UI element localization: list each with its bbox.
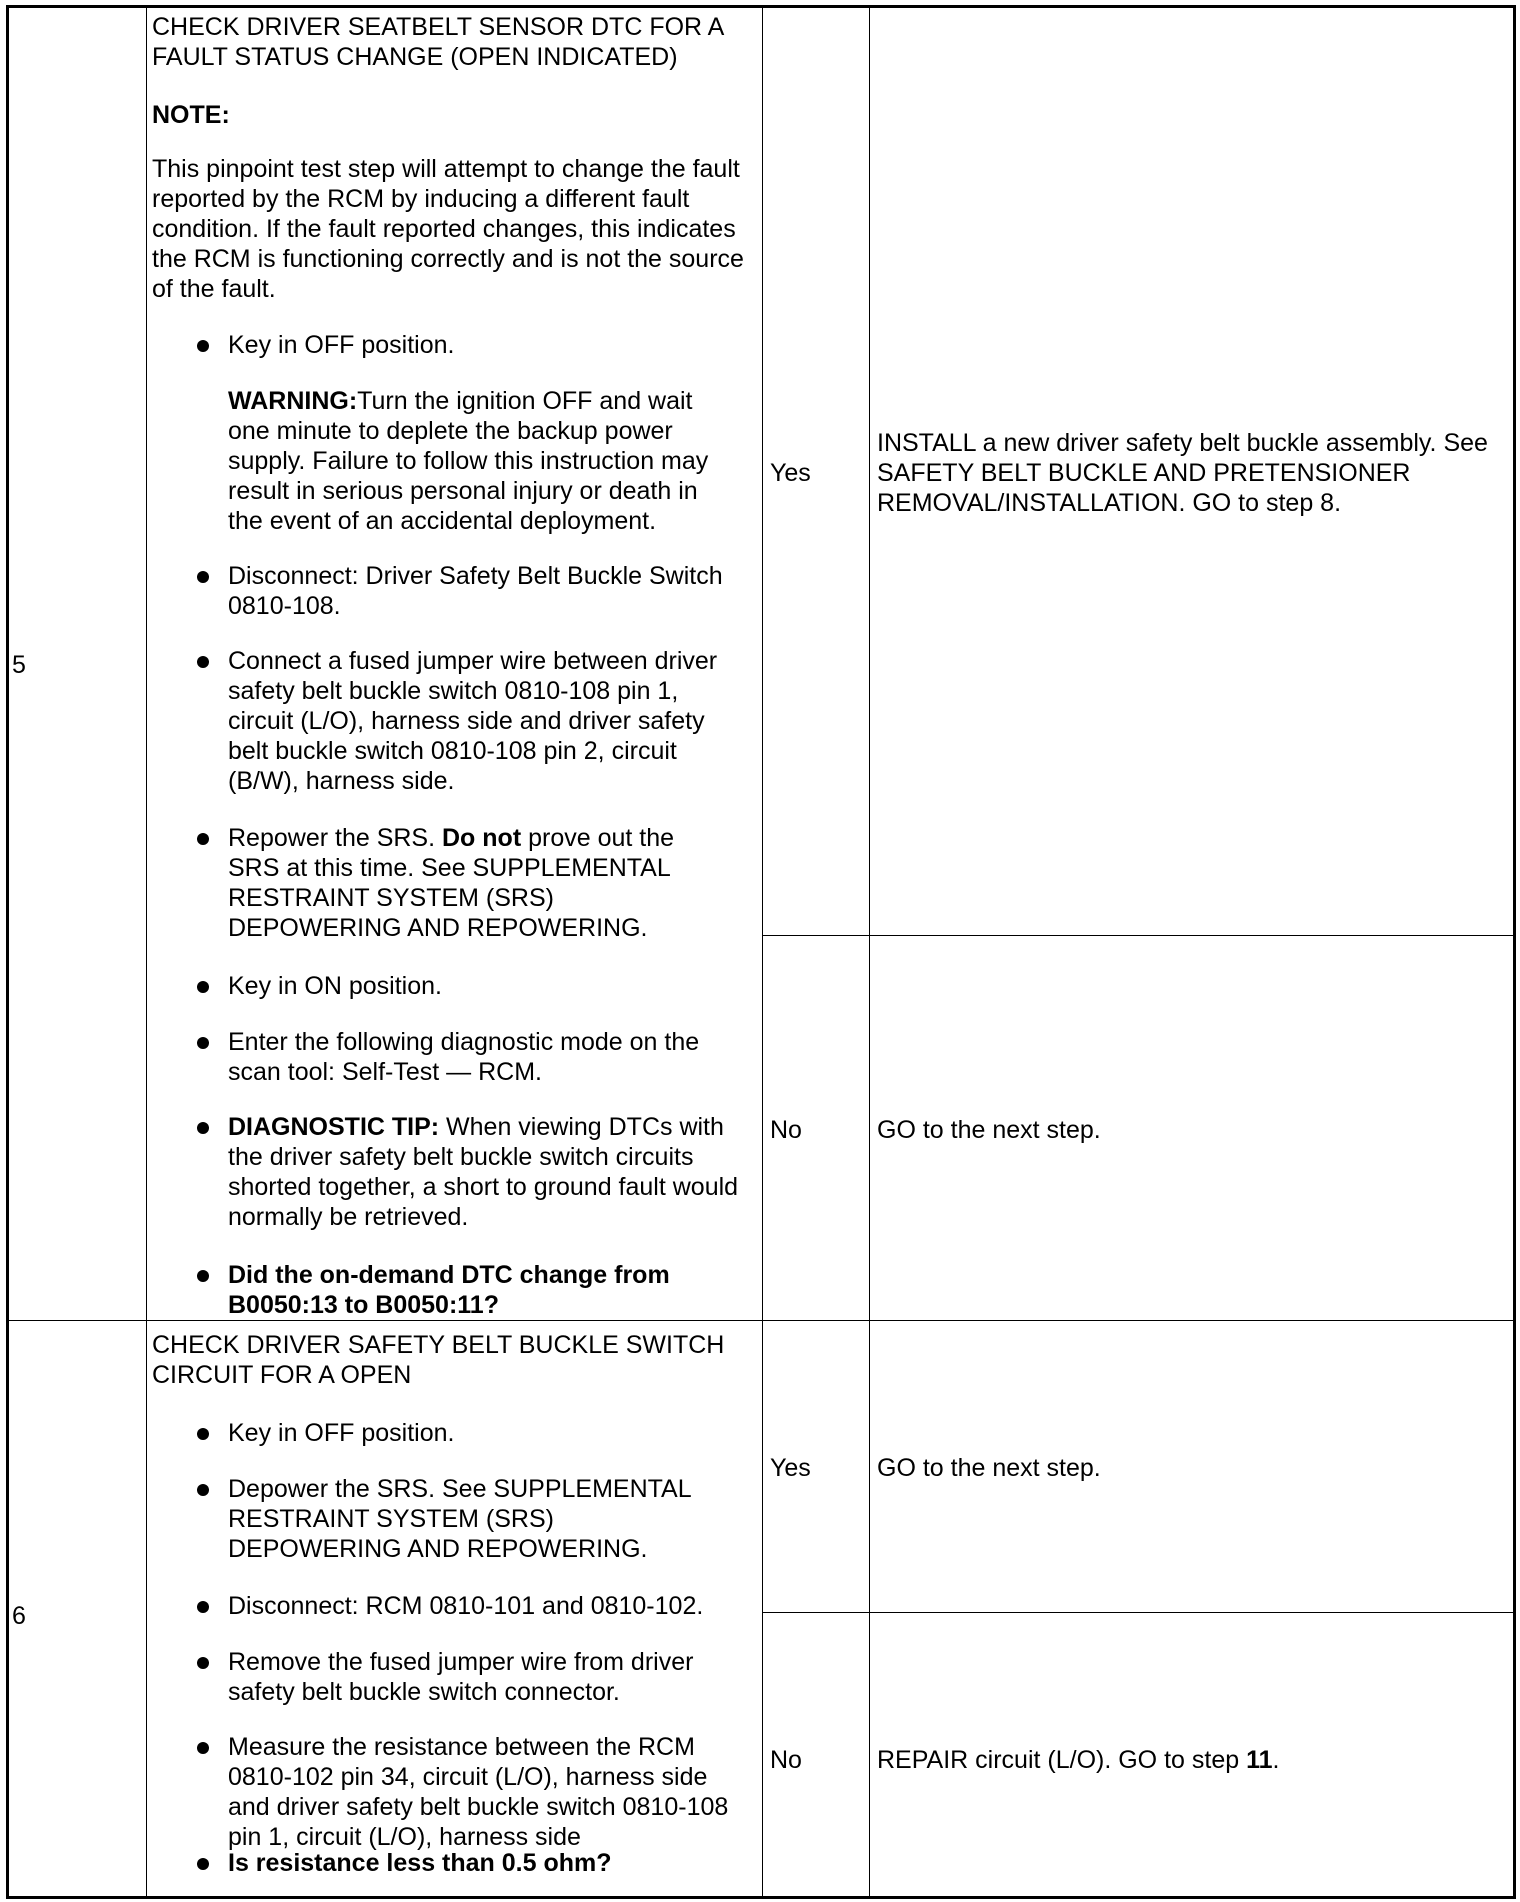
bullet-icon: [197, 571, 209, 583]
bullet-icon: [197, 1858, 209, 1870]
instruction-item: Disconnect: RCM 0810-101 and 0810-102.: [228, 1592, 704, 1620]
step-title: CHECK DRIVER SAFETY BELT BUCKLE SWITCH CIRCUIT FOR A OPEN: [152, 1331, 725, 1389]
bullet-icon: [197, 1428, 209, 1440]
bullet-icon: [197, 981, 209, 993]
bullet-icon: [197, 1484, 209, 1496]
instruction-item: Depower the SRS. See SUPPLEMENTAL RESTRAINT SYSTEM (SRS) DEPOWERING AND REPOWERING.: [228, 1475, 691, 1563]
yes-label: Yes: [770, 459, 811, 487]
warning-label: WARNING:: [228, 387, 358, 415]
bullet-icon: [197, 340, 209, 352]
no-label: No: [770, 1746, 802, 1774]
instruction-item: Enter the following diagnostic mode on the scan tool: Self-Test — RCM.: [228, 1028, 700, 1086]
instruction-item: Key in OFF position.: [228, 1419, 455, 1447]
table-border-right: [1513, 5, 1516, 1899]
no-action: [877, 1745, 1507, 1775]
no-action-text: REPAIR circuit (L/O). GO to step: [877, 1746, 1247, 1774]
instruction-text: prove out the SRS at this time. See SUPPLEMENTAL RESTRAINT SYSTEM (SRS) DEPOWERING AND REPOWERING.: [228, 824, 675, 942]
row-divider-steps: [6, 1320, 1516, 1321]
step-reference: 11: [1246, 1746, 1273, 1774]
step-number: 6: [12, 1602, 26, 1630]
bullet-icon: [197, 1657, 209, 1669]
yes-action: GO to the next step.: [877, 1454, 1101, 1482]
warning-text: Turn the ignition OFF and wait one minute to deplete the backup power supply. Failure to follow this instruction may result in serious personal injury or death in the event of an accidental deployment.: [228, 387, 709, 535]
instruction-item: Key in ON position.: [228, 972, 442, 1000]
instruction-item: [228, 823, 728, 943]
diagnostic-tip-text: When viewing DTCs with the driver safety belt buckle switch circuits shorted together, a short to ground fault would normally be retrieved.: [228, 1113, 739, 1231]
no-label: No: [770, 1116, 802, 1144]
instruction-text: Repower the SRS.: [228, 824, 442, 852]
bullet-icon: [197, 1742, 209, 1754]
step-title: CHECK DRIVER SEATBELT SENSOR DTC FOR A FAULT STATUS CHANGE (OPEN INDICATED): [152, 13, 723, 71]
row-divider-step6-yes-no: [762, 1612, 1516, 1613]
note-text: This pinpoint test step will attempt to change the fault reported by the RCM by inducing a different fault condition. If the fault reported changes, this indicates the RCM is functioning correctly and is not the source of the fault.: [152, 155, 744, 303]
table-border-top: [6, 5, 1516, 8]
instruction-emphasis: Do not: [442, 824, 522, 852]
note-label: NOTE:: [152, 101, 230, 129]
instruction-item: Remove the fused jumper wire from driver safety belt buckle switch connector.: [228, 1648, 694, 1706]
instruction-item: [228, 1112, 746, 1232]
instruction-item: Measure the resistance between the RCM 0810-102 pin 34, circuit (L/O), harness side and driver safety belt buckle switch 0810-108 pin 1, circuit (L/O), harness side: [228, 1733, 729, 1851]
diagnostic-tip-label: DIAGNOSTIC TIP:: [228, 1113, 440, 1141]
instruction-item: Disconnect: Driver Safety Belt Buckle Switch 0810-108.: [228, 562, 723, 620]
bullet-icon: [197, 656, 209, 668]
yes-label: Yes: [770, 1454, 811, 1482]
column-divider-1: [146, 5, 147, 1899]
bullet-icon: [197, 1122, 209, 1134]
bullet-icon: [197, 1270, 209, 1282]
bullet-icon: [197, 1601, 209, 1613]
step-number: 5: [12, 651, 26, 679]
column-divider-3: [869, 5, 870, 1899]
instruction-item: Key in OFF position.: [228, 331, 455, 359]
instruction-item: Connect a fused jumper wire between driver safety belt buckle switch 0810-108 pin 1, circuit (L/O), harness side and driver safety belt buckle switch 0810-108 pin 2, circuit (B/W), harness side.: [228, 647, 718, 795]
table-border-bottom: [6, 1896, 1516, 1899]
warning-block: [228, 386, 728, 536]
yes-action: INSTALL a new driver safety belt buckle assembly. See SAFETY BELT BUCKLE AND PRETENSIONER REMOVAL/INSTALLATION. GO to step 8.: [877, 429, 1488, 517]
table-border-left: [6, 5, 9, 1899]
bullet-icon: [197, 1037, 209, 1049]
question-item: Is resistance less than 0.5 ohm?: [228, 1849, 612, 1877]
no-action-text: .: [1272, 1746, 1280, 1774]
question-item: Did the on-demand DTC change from B0050:13 to B0050:11?: [228, 1261, 670, 1319]
bullet-icon: [197, 833, 209, 845]
no-action: GO to the next step.: [877, 1116, 1101, 1144]
column-divider-2: [762, 5, 763, 1899]
row-divider-step5-yes-no: [762, 935, 1516, 936]
